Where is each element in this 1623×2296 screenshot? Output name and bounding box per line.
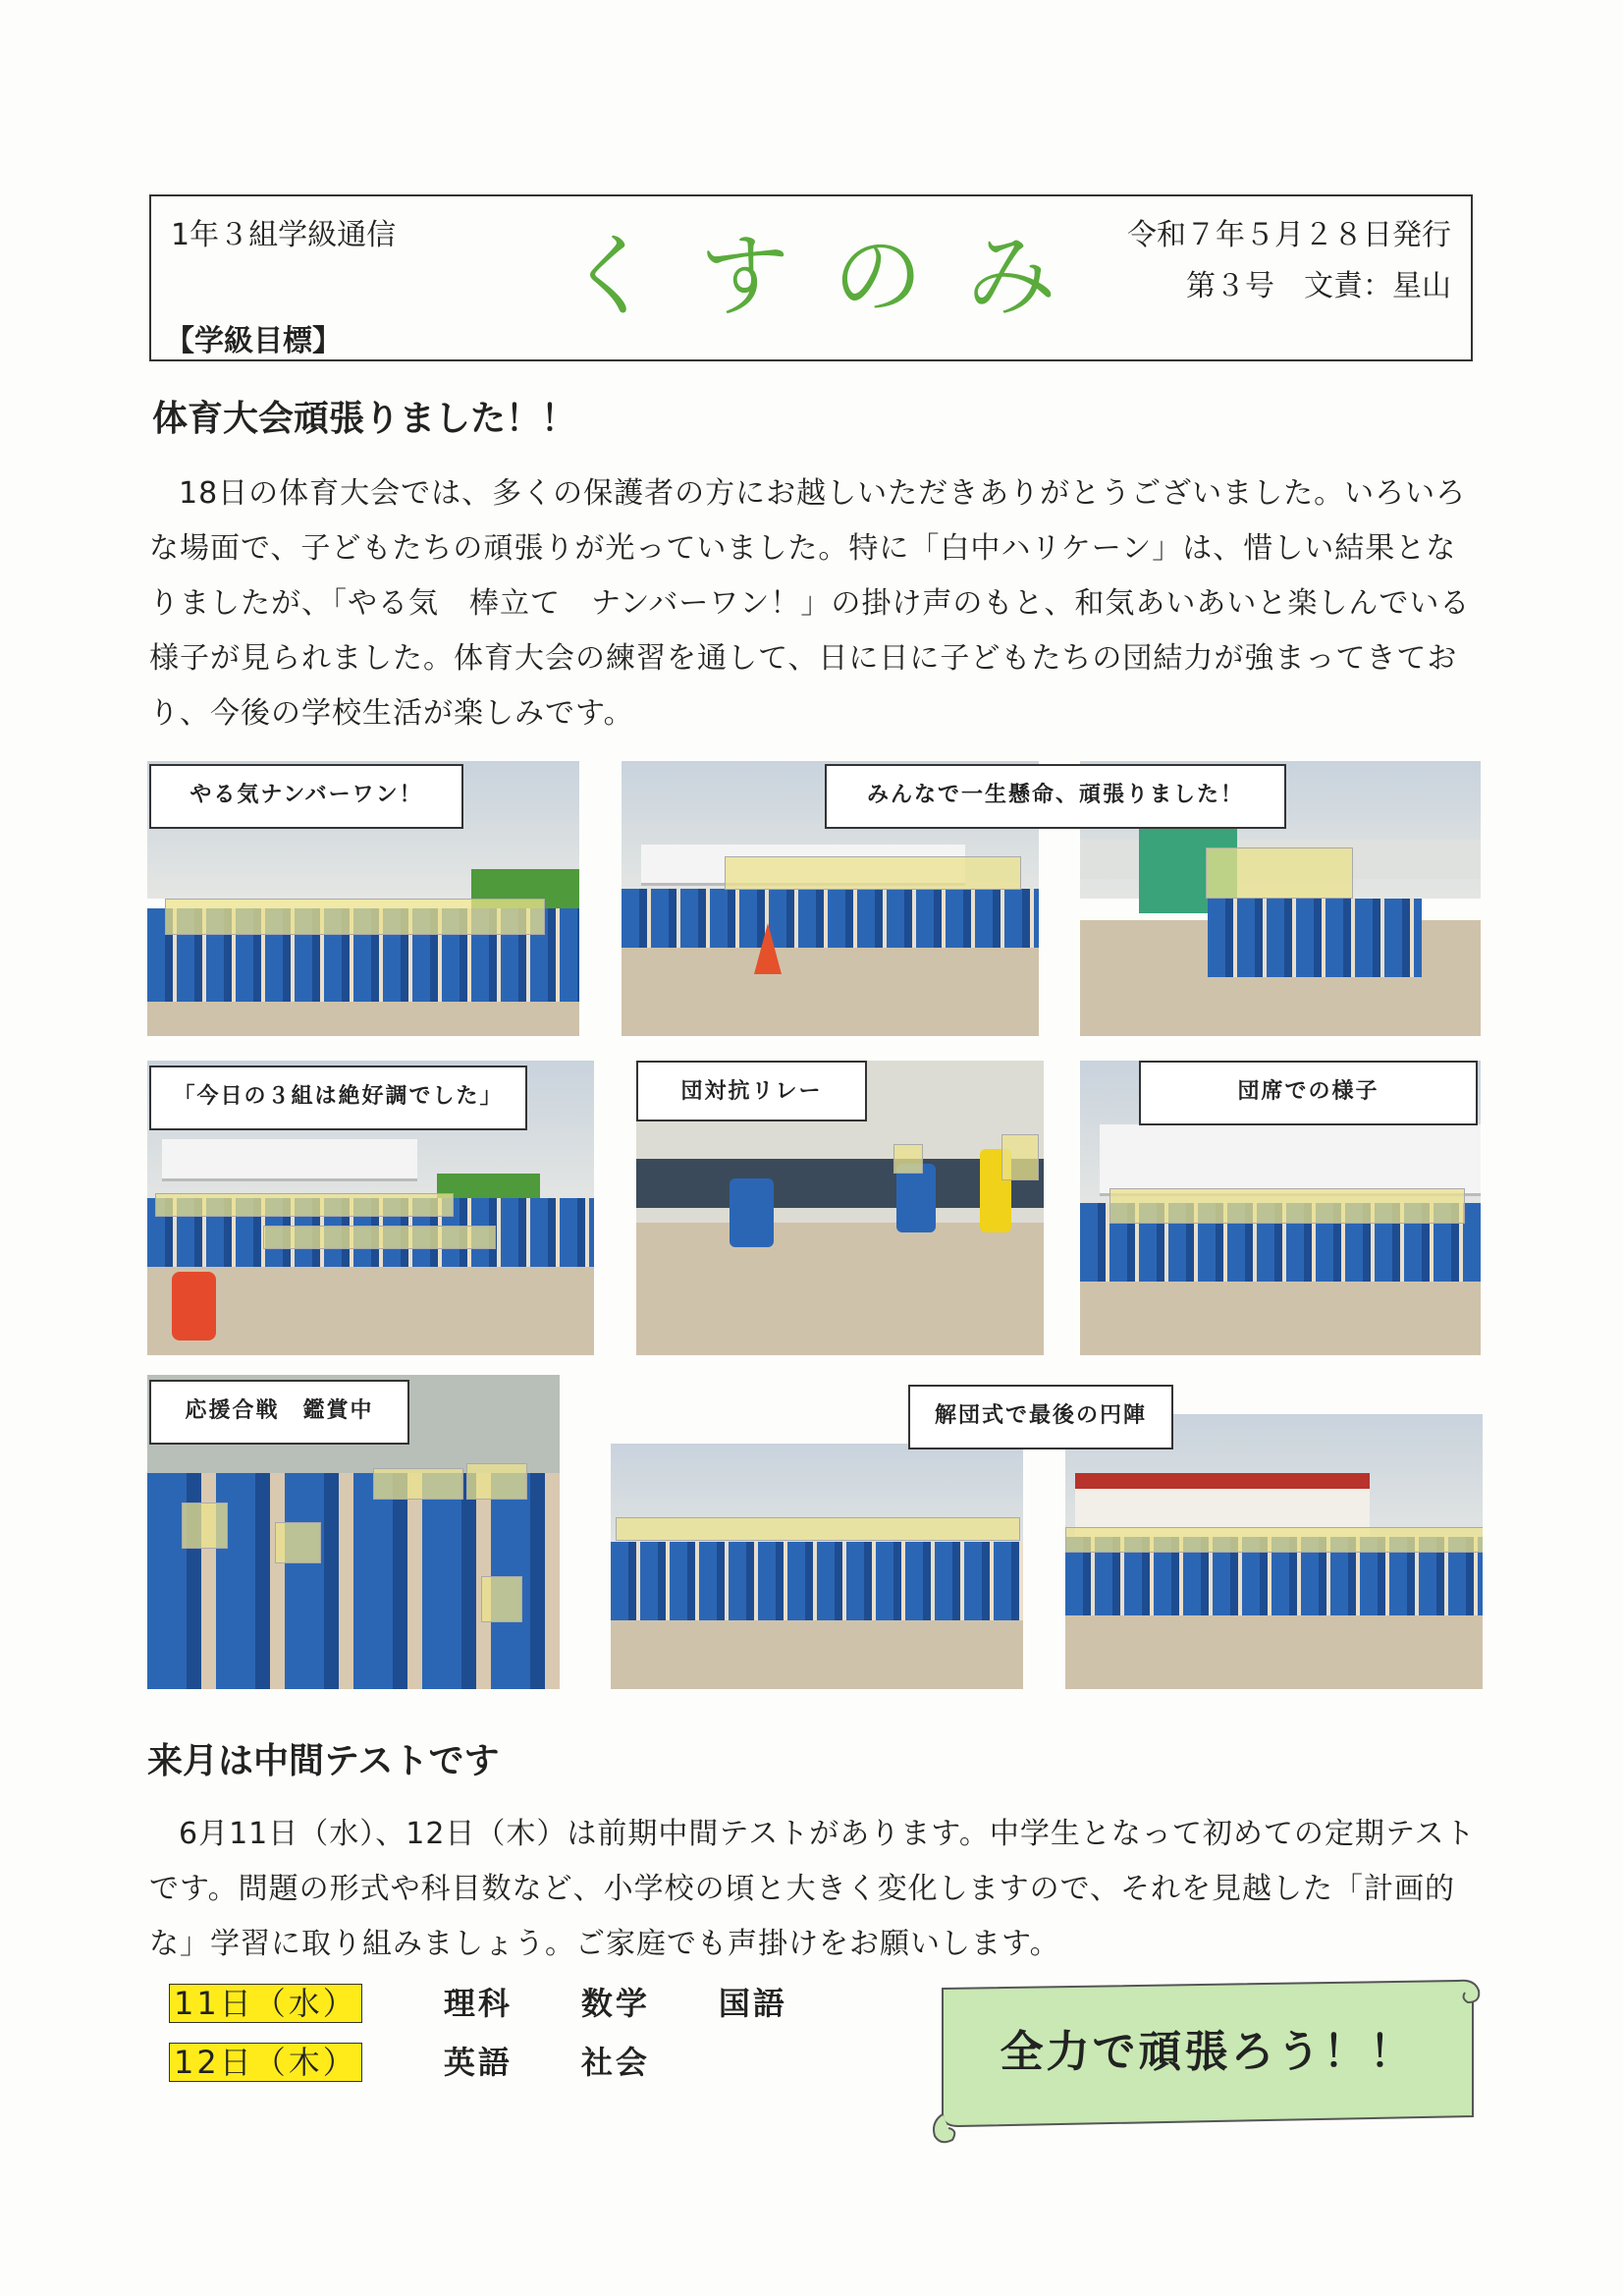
schedule-subjects: 理科 数学 国語 [443, 1985, 787, 2022]
schedule-day-highlight: 12日（木） [169, 2043, 362, 2082]
photo-caption: みんなで一生懸命、頑張りました！ [825, 764, 1286, 829]
photo-endan-1 [611, 1444, 1023, 1689]
photo-caption: 団席での様子 [1139, 1061, 1478, 1125]
photo-caption: 解団式で最後の円陣 [908, 1385, 1173, 1449]
banner-text: 全力で頑張ろう！！ [1000, 2027, 1416, 2077]
schedule-row-day2 [169, 2038, 650, 2083]
section-heading-sports-day: 体育大会頑張りました！！ [152, 399, 577, 439]
class-goal-label: 【学級目標】 [165, 324, 342, 358]
header-box [149, 194, 1473, 361]
class-newsletter-label: 1年３組学級通信 [171, 218, 397, 252]
motivation-banner [923, 1969, 1485, 2151]
issue-info: 第３号 文責：星山 [1186, 269, 1451, 303]
photo-endan-2 [1065, 1414, 1483, 1689]
section-body-midterm: 6月11日（水）、12日（木）は前期中間テストがあります。中学生となって初めての定期テストです。問題の形式や科目数など、小学校の頃と大きく変化しますので、それを見越した「計画的な」学習に取り組みましょう。ご家庭でも声掛けをお願いします。 [149, 1817, 1476, 1961]
photo-caption: やる気ナンバーワン！ [149, 764, 463, 829]
photo-caption: 応援合戦 鑑賞中 [149, 1380, 409, 1445]
schedule-subjects: 英語 社会 [443, 2044, 650, 2081]
photo-caption: 「今日の３組は絶好調でした」 [149, 1066, 527, 1130]
schedule-row-day1 [169, 1979, 787, 2024]
section-body-sports-day: 18日の体育大会では、多くの保護者の方にお越しいただきありがとうございました。いろいろな場面で、子どもたちの頑張りが光っていました。特に「白中ハリケーン」は、惜しい結果となりましたが、「やる気 棒立て ナンバーワン！」の掛け声のもと、和気あいあいと楽しんでいる様子が見られました。体育大会の練習を通して、日に日に子どもたちの団結力が強まってきており、今後の学校生活が楽しみです。 [149, 476, 1471, 731]
schedule-day-highlight: 11日（水） [169, 1984, 362, 2023]
issue-date: 令和７年５月２８日発行 [1127, 218, 1451, 252]
photo-caption: 団対抗リレー [636, 1061, 867, 1121]
section-heading-midterm: 来月は中間テストです [147, 1741, 500, 1781]
newsletter-title: くすのみ [565, 224, 1100, 329]
